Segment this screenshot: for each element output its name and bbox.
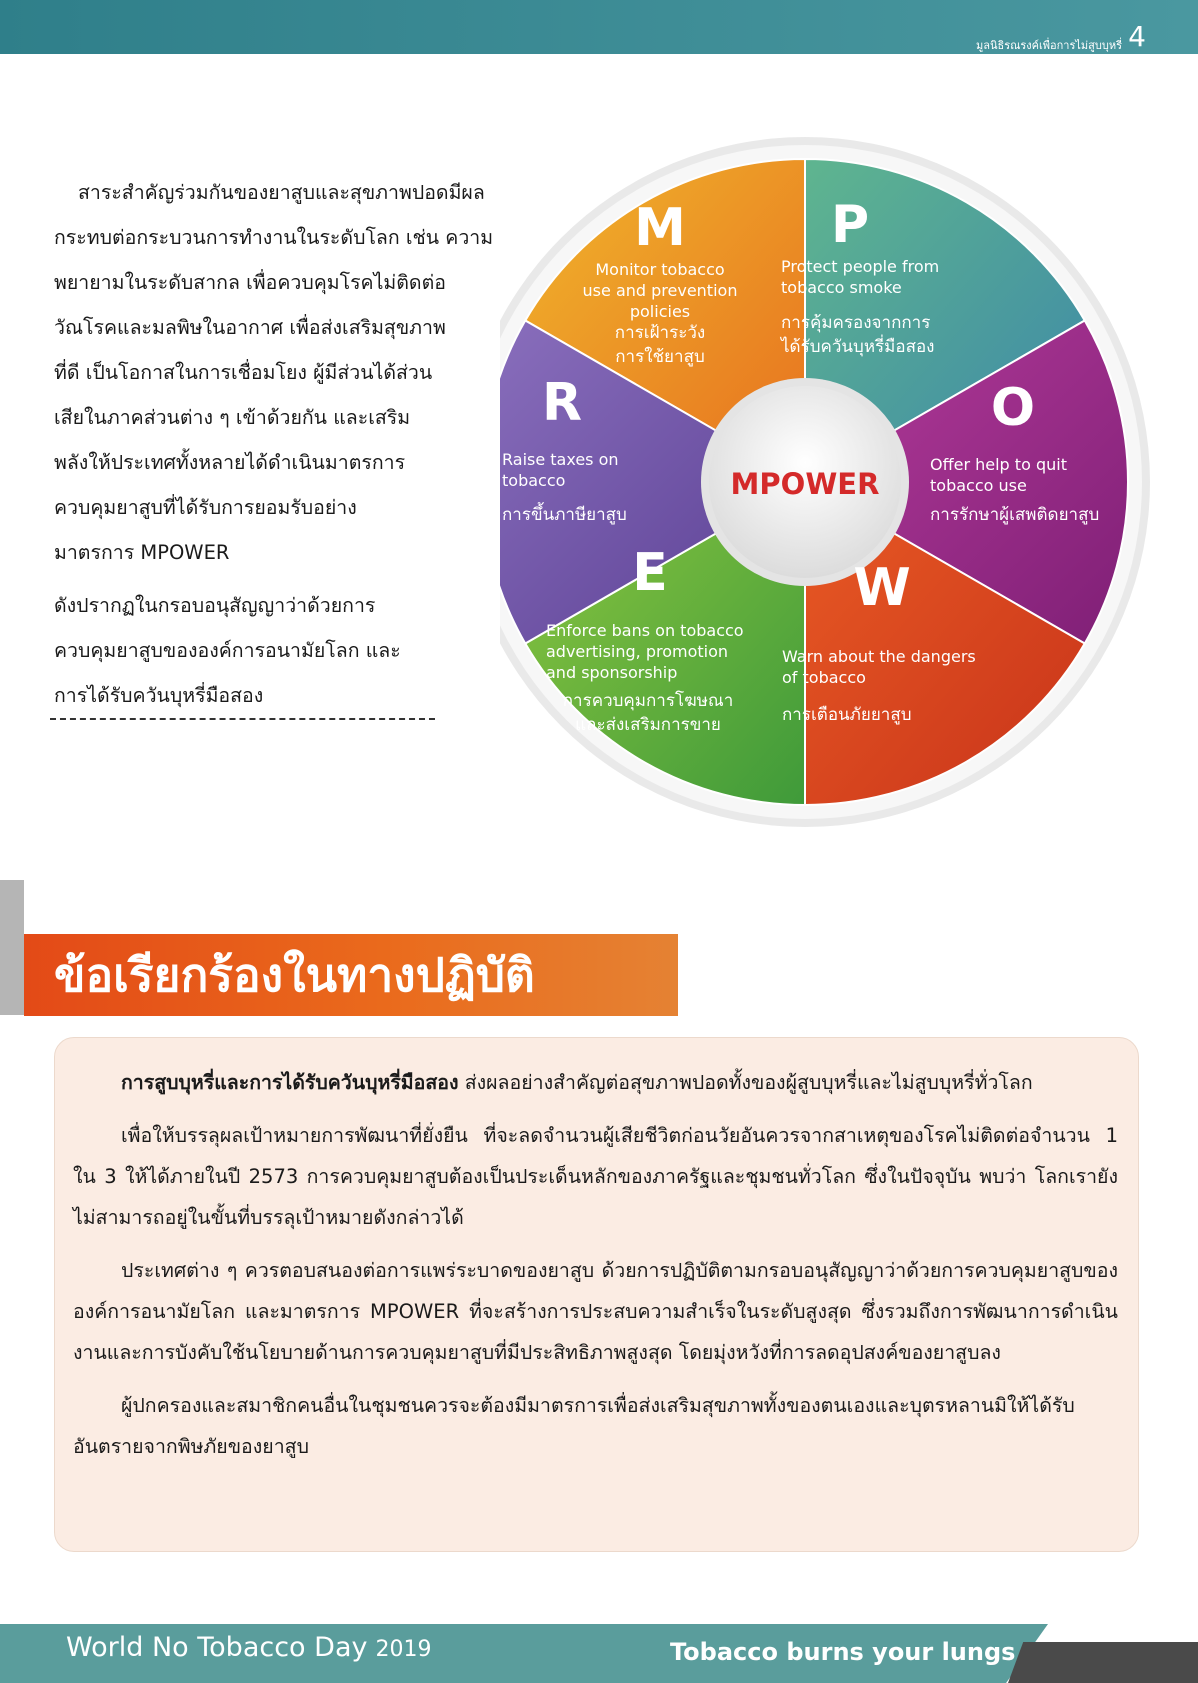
page-number: 4 [1128, 20, 1146, 53]
intro-line: ที่ดี เป็นโอกาสในการเชื่อมโยง ผู้มีส่วนได้ส่วน [54, 361, 433, 384]
paragraph-1-bold: การสูบบุหรี่และการได้รับควันบุหรี่มือสอง [121, 1071, 459, 1094]
content-box [54, 1037, 1139, 1552]
segment-thai-label: การเฝ้าระวัง [614, 323, 706, 343]
organization-name: มูลนิธิรณรงค์เพื่อการไม่สูบบุหรี่ [976, 39, 1122, 52]
intro-line: ควบคุมยาสูบที่ได้รับการยอมรับอย่าง [54, 496, 357, 519]
paragraph-2: เพื่อให้บรรลุผลเป้าหมายการพัฒนาที่ยั่งยืน ที่จะลดจำนวนผู้เสียชีวิตก่อนวัยอันควรจากสาเหตุของโรคไม่ติดต่อจำนวน 1 ใน 3 ให้ได้ภายในปี 2573 การควบคุมยาสูบต้องเป็นประเด็นหลักของภาครัฐและชุมชนทั่วโลก ซึ่งในปัจจุบัน พบว่า โลกเรายังไม่สามารถอยู่ในขั้นที่บรรลุเป้าหมายดังกล่าวได้ [73, 1124, 1118, 1229]
intro-line: พยายามในระดับสากล เพื่อควบคุมโรคไม่ติดต่อ [54, 271, 446, 294]
segment-english-label: tobacco [502, 471, 566, 490]
segment-english-label: policies [629, 302, 691, 321]
intro-line: ควบคุมยาสูบขององค์การอนามัยโลก และ [54, 639, 401, 662]
paragraph-1-text: ส่งผลอย่างสำคัญต่อสุขภาพปอดทั้งของผู้สูบบุหรี่และไม่สูบบุหรี่ทั่วโลก [458, 1071, 1033, 1094]
segment-thai-label: การใช้ยาสูบ [615, 347, 705, 367]
segment-thai-label: และส่งเสริมการขาย [575, 715, 721, 735]
segment-thai-label: การขึ้นภาษียาสูบ [502, 505, 627, 525]
intro-line: เสียในภาคส่วนต่าง ๆ เข้าด้วยกัน และเสริม [54, 406, 411, 429]
segment-letter-p: P [830, 195, 870, 255]
footer [0, 1624, 1198, 1683]
segment-thai-label: การรักษาผู้เสพติดยาสูบ [930, 505, 1100, 525]
segment-letter-o: O [990, 378, 1036, 438]
paragraph-1 [73, 1062, 1118, 1103]
footer-slogan: Tobacco burns your lungs [670, 1638, 1016, 1666]
footer-dark-band [1008, 1642, 1198, 1683]
segment-english-label: Protect people from [781, 257, 940, 276]
intro-line: สาระสำคัญร่วมกันของยาสูบและสุขภาพปอดมีผล [78, 181, 485, 204]
top-bar [0, 0, 1198, 54]
intro-line: กระทบต่อกระบวนการทำงานในระดับโลก เช่น ความ [54, 226, 494, 249]
mpower-wheel-diagram [500, 120, 1160, 860]
footer-year: 2019 [375, 1637, 432, 1662]
segment-letter-r: R [541, 373, 583, 433]
intro-line: ดังปรากฏในกรอบอนุสัญญาว่าด้วยการ [54, 594, 376, 617]
segment-english-label: advertising, promotion [546, 642, 729, 661]
segment-english-label: and sponsorship [546, 663, 678, 682]
footer-event-name: World No Tobacco Day [66, 1632, 368, 1663]
segment-thai-label: การคุ้มครองจากการ [781, 313, 931, 333]
segment-english-label: tobacco use [930, 476, 1027, 495]
intro-line: พลังให้ประเทศทั้งหลายได้ดำเนินมาตรการ [54, 451, 406, 474]
paragraph-3: ประเทศต่าง ๆ ควรตอบสนองต่อการแพร่ระบาดของยาสูบ ด้วยการปฏิบัติตามกรอบอนุสัญญาว่าด้วยการควบคุมยาสูบขององค์การอนามัยโลก และมาตรการ MPOWER ที่จะสร้างการประสบความสำเร็จในระดับสูงสุด ซึ่งรวมถึงการพัฒนาการดำเนินงานและการบังคับใช้นโยบายด้านการควบคุมยาสูบที่มีประสิทธิภาพสูงสุด โดยมุ่งหวังที่การลดอุปสงค์ของยาสูบลง [73, 1259, 1118, 1364]
segment-letter-m: M [634, 198, 686, 258]
dashed-divider [50, 718, 435, 720]
segment-english-label: Monitor tobacco [595, 260, 725, 279]
section-banner [24, 934, 678, 1016]
intro-line: วัณโรคและมลพิษในอากาศ เพื่อส่งเสริมสุขภาพ [54, 316, 446, 339]
section-title: ข้อเรียกร้องในทางปฏิบัติ [54, 948, 535, 1002]
segment-thai-label: การควบคุมการโฆษณา [562, 691, 734, 711]
paragraph-4: ผู้ปกครองและสมาชิกคนอื่นในชุมชนควรจะต้องมีมาตรการเพื่อส่งเสริมสุขภาพทั้งของตนเองและบุตรหลานมิให้ได้รับอันตรายจากพิษภัยของยาสูบ [73, 1394, 1075, 1458]
segment-thai-label: ได้รับควันบุหรี่มือสอง [781, 337, 935, 357]
segment-english-label: use and prevention [582, 281, 738, 300]
segment-thai-label: การเตือนภัยยาสูบ [782, 705, 912, 725]
hub-label: MPOWER [730, 467, 880, 501]
intro-text [54, 170, 554, 718]
segment-letter-w: W [853, 558, 911, 618]
segment-english-label: Enforce bans on tobacco [546, 621, 744, 640]
segment-english-label: Raise taxes on [502, 450, 619, 469]
segment-english-label: Offer help to quit [930, 455, 1067, 474]
segment-english-label: Warn about the dangers [782, 647, 976, 666]
segment-english-label: of tobacco [782, 668, 866, 687]
intro-line: มาตรการ MPOWER [54, 541, 230, 564]
segment-english-label: tobacco smoke [781, 278, 902, 297]
segment-letter-e: E [632, 543, 668, 603]
intro-line: การได้รับควันบุหรี่มือสอง [54, 684, 264, 707]
section-accent-tab [0, 880, 24, 1015]
footer-event [66, 1632, 431, 1663]
